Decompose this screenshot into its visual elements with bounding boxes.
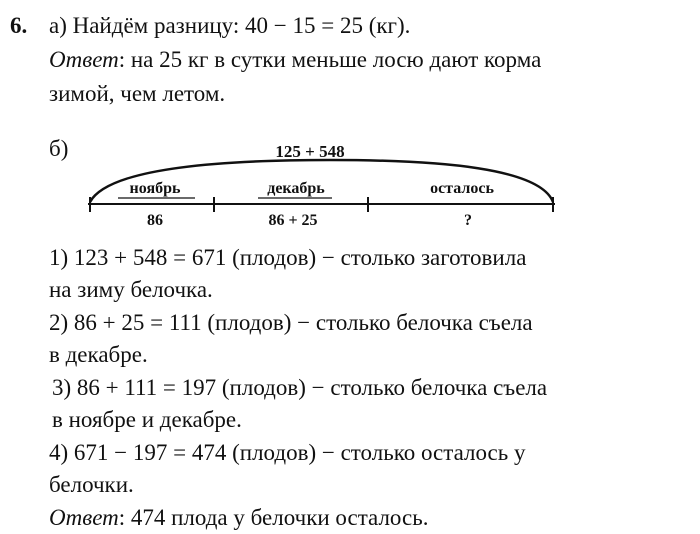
part-a-solution: а) Найдём разницу: 40 − 15 = 25 (кг).: [49, 13, 411, 38]
part-b-label: б): [49, 136, 69, 161]
total-label: 125 + 548: [275, 142, 345, 161]
segment-value-november: 86: [147, 212, 163, 229]
part-a-answer-continuation: зимой, чем летом.: [49, 81, 226, 106]
answer-text: : 474 плода у белочки осталось.: [118, 505, 429, 530]
problem-number: 6.: [10, 13, 28, 38]
step-1-line-1: 1) 123 + 548 = 671 (плодов) − столько заготовила: [49, 245, 527, 270]
answer-label: Ответ: [49, 505, 119, 530]
segment-value-december: 86 + 25: [268, 212, 318, 229]
segment-label-december: декабрь: [267, 180, 325, 197]
step-3-line-1: 3) 86 + 111 = 197 (плодов) − столько белочка съела: [52, 375, 548, 400]
segment-label-november: ноябрь: [129, 180, 181, 197]
step-1-line-2: на зиму белочка.: [49, 277, 213, 302]
answer-text: : на 25 кг в сутки меньше лосю дают корма: [118, 47, 542, 72]
part-b-answer-line: [49, 504, 428, 532]
step-4-line-2: белочки.: [49, 472, 134, 497]
answer-label: Ответ: [49, 47, 119, 72]
step-2-line-2: в декабре.: [49, 342, 148, 367]
segment-label-remaining: осталось: [430, 180, 494, 197]
step-3-line-2: в ноябре и декабре.: [52, 407, 242, 432]
segment-value-remaining: ?: [464, 212, 472, 229]
step-2-line-1: 2) 86 + 25 = 111 (плодов) − столько белочка съела: [49, 310, 533, 335]
step-4-line-1: 4) 671 − 197 = 474 (плодов) − столько осталось у: [49, 440, 526, 465]
